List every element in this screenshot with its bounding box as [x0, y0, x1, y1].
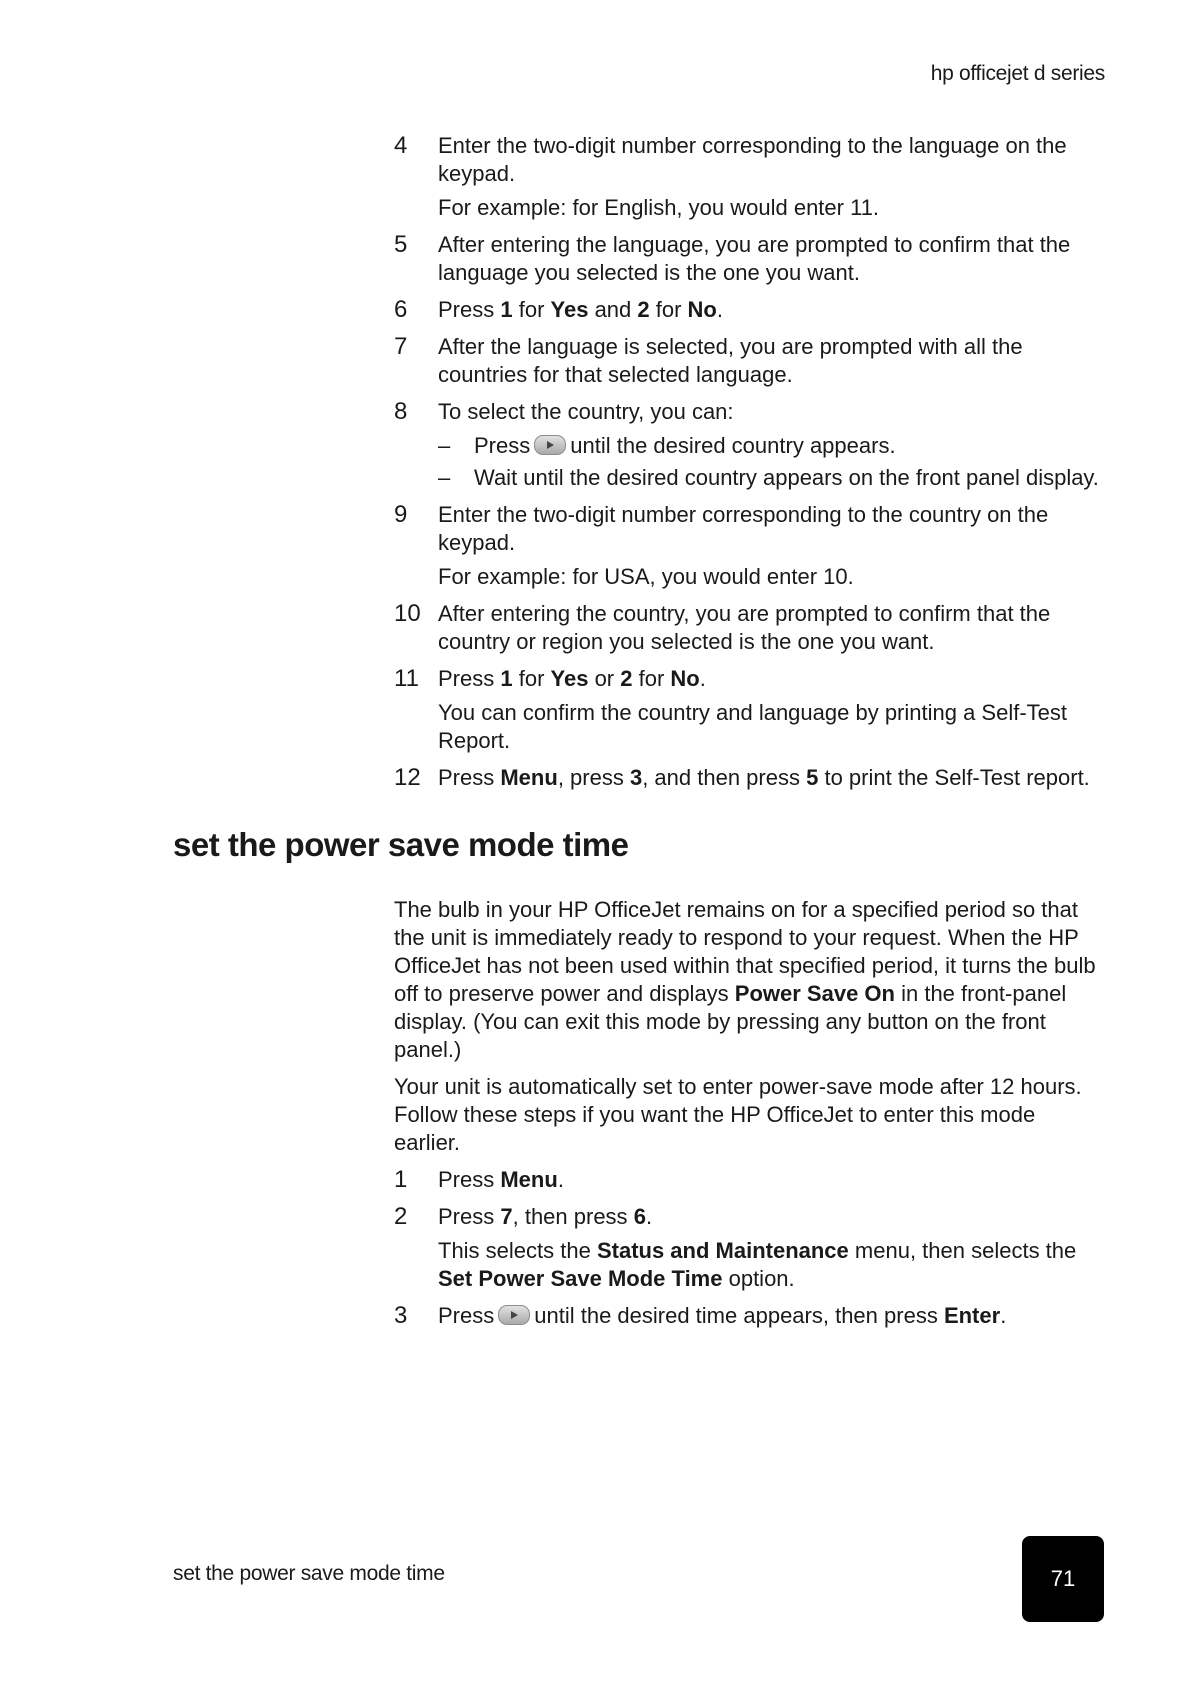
step-7 [394, 333, 1106, 389]
step-10 [394, 600, 1106, 656]
step-text: Press until the desired time appears, then press Enter. [438, 1303, 1007, 1328]
step-number: 6 [394, 296, 408, 323]
step-text: After entering the country, you are prompted to confirm that the country or region you selected is the one you want. [438, 601, 1051, 654]
step-number: 2 [394, 1203, 408, 1230]
default-time-paragraph: Your unit is automatically set to enter power-save mode after 12 hours. Follow these steps if you want the HP OfficeJet to enter this mode earlier. [394, 1074, 1082, 1155]
step-12 [394, 764, 1106, 792]
running-header: hp officejet d series [930, 62, 1105, 85]
step-number: 10 [394, 600, 421, 627]
step-9 [394, 501, 1106, 591]
step-number: 5 [394, 231, 408, 258]
step-4 [394, 132, 1106, 222]
step-note: You can confirm the country and language by printing a Self-Test Report. [438, 700, 1068, 753]
right-arrow-button-icon [534, 435, 566, 455]
footer-section-title: set the power save mode time [173, 1562, 445, 1585]
step-number: 3 [394, 1302, 408, 1329]
step-text: Press 1 for Yes and 2 for No. [438, 297, 723, 322]
step-number: 8 [394, 398, 408, 425]
step-text: After the language is selected, you are prompted with all the countries for that selected language. [438, 334, 1023, 387]
power-step-1 [394, 1166, 1106, 1194]
step-text: Press Menu, press 3, and then press 5 to print the Self-Test report. [438, 765, 1090, 790]
step-number: 11 [394, 665, 419, 692]
section-body [394, 896, 1106, 1339]
step-number: 1 [394, 1166, 408, 1193]
dash-bullet: – [438, 433, 451, 458]
step-example: For example: for English, you would enter 11. [438, 195, 880, 220]
step-number: 9 [394, 501, 408, 528]
right-arrow-button-icon [498, 1305, 530, 1325]
step-text: Enter the two-digit number corresponding to the country on the keypad. [438, 502, 1049, 555]
step-5 [394, 231, 1106, 287]
step-number: 7 [394, 333, 408, 360]
step-number: 12 [394, 764, 421, 791]
page-number-tab [1022, 1536, 1104, 1622]
step-number: 4 [394, 132, 408, 159]
step-example: For example: for USA, you would enter 10. [438, 564, 854, 589]
step-text: To select the country, you can: [438, 399, 734, 424]
sub-bullet-wait: – Wait until the desired country appears on the front panel display. [438, 465, 1099, 490]
step-text: After entering the language, you are prompted to confirm that the language you selected is the one you want. [438, 232, 1071, 285]
page-number: 71 [1050, 1566, 1076, 1591]
section-heading: set the power save mode time [173, 826, 629, 863]
step-6 [394, 296, 1106, 324]
step-list-language-country [394, 132, 1106, 801]
power-step-3 [394, 1302, 1106, 1330]
step-note: This selects the Status and Maintenance menu, then selects the Set Power Save Mode Time option. [438, 1238, 1077, 1291]
dash-bullet: – [438, 465, 451, 490]
power-step-2 [394, 1203, 1106, 1293]
step-text: Press 1 for Yes or 2 for No. [438, 666, 706, 691]
sub-bullet-press-arrow: – Press until the desired country appears. [438, 433, 896, 458]
step-text: Press Menu. [438, 1167, 564, 1192]
intro-paragraph: The bulb in your HP OfficeJet remains on for a specified period so that the unit is immediately ready to respond to your request. When the HP OfficeJet has not been used within that specified period, it turns the bulb off to preserve power and displays Power Save On in the front-panel display. (You can exit this mode by pressing any button on the front panel.) [394, 897, 1096, 1062]
step-text: Enter the two-digit number corresponding to the language on the keypad. [438, 133, 1067, 186]
step-text: Press 7, then press 6. [438, 1204, 653, 1229]
step-11 [394, 665, 1106, 755]
step-8 [394, 398, 1106, 492]
